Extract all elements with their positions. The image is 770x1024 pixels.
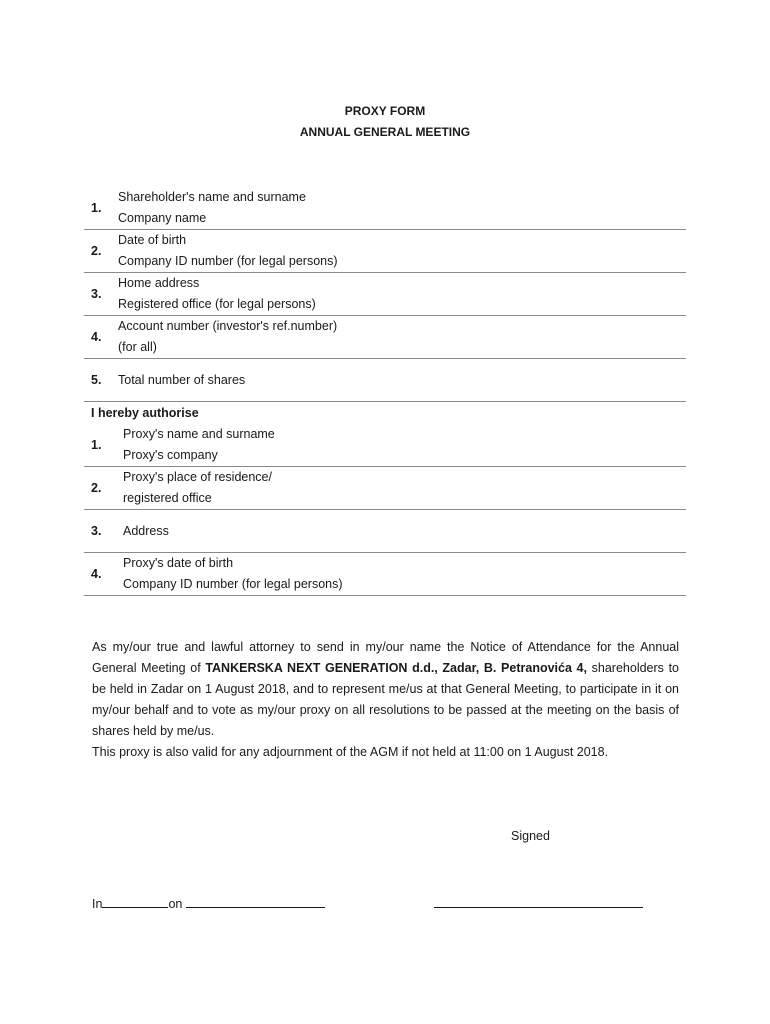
place-date-line <box>92 893 325 911</box>
field-label: Date of birth <box>118 233 187 247</box>
body-text: As my/our true and lawful attorney to send in my/our name the Notice of Attendance for the Annual General Meeting of <box>92 640 679 675</box>
signature-line[interactable] <box>434 907 643 908</box>
field-label: Address <box>123 523 169 538</box>
on-label: on <box>168 897 183 911</box>
form-title: PROXY FORM <box>344 104 426 118</box>
field-label: Shareholder's name and surname <box>118 189 306 204</box>
shareholder-section <box>84 186 686 402</box>
row-number: 4. <box>91 330 102 344</box>
shareholder-row[interactable] <box>84 230 686 273</box>
field-label: registered office <box>123 491 212 505</box>
adjournment-text: This proxy is also valid for any adjournment of the AGM if not held at 11:00 on 1 August 2018. <box>92 745 609 759</box>
shareholder-row[interactable] <box>84 316 686 359</box>
shareholder-row[interactable] <box>84 359 686 402</box>
field-label: Home address <box>118 276 200 290</box>
row-number: 2. <box>91 244 102 258</box>
proxy-section <box>84 403 686 596</box>
row-number: 4. <box>91 567 102 581</box>
body-text: shareholders to be held in Zadar on 1 August 2018, and to represent me/us at that General Meeting, to participate in it on my/our behalf and to vote as my/our proxy on all resolutions to be passed at the meeting on the basis of shares held by me/us. <box>92 661 679 738</box>
field-label: Proxy's place of residence/ <box>123 470 272 484</box>
shareholder-row[interactable] <box>84 273 686 316</box>
proxy-heading: I hereby authorise <box>91 406 199 420</box>
field-label: Company name <box>118 210 207 225</box>
form-subtitle: ANNUAL GENERAL MEETING <box>299 125 471 139</box>
date-blank[interactable] <box>186 893 325 908</box>
field-label: Proxy's date of birth <box>123 556 234 570</box>
row-number: 2. <box>91 481 102 495</box>
in-label: In <box>92 897 103 911</box>
proxy-row[interactable] <box>84 467 686 510</box>
shareholder-row[interactable] <box>84 186 686 230</box>
row-number: 3. <box>91 524 102 538</box>
row-number: 5. <box>91 373 102 387</box>
row-number: 1. <box>91 200 102 215</box>
proxy-row[interactable] <box>84 510 686 553</box>
field-label: Proxy's name and surname <box>123 426 275 441</box>
place-blank[interactable] <box>102 893 168 908</box>
field-label: Registered office (for legal persons) <box>118 297 316 311</box>
field-label: Total number of shares <box>118 372 246 387</box>
proxy-row[interactable] <box>84 423 686 467</box>
authorisation-text <box>92 637 679 763</box>
field-label: Account number (investor's ref.number) <box>118 319 338 333</box>
field-label: Proxy's company <box>123 447 218 462</box>
field-label: Company ID number (for legal persons) <box>123 577 343 591</box>
proxy-row[interactable] <box>84 553 686 596</box>
row-number: 3. <box>91 287 102 301</box>
signed-label: Signed <box>511 829 550 843</box>
field-label: (for all) <box>118 340 157 354</box>
company-name: TANKERSKA NEXT GENERATION d.d., Zadar, B. Petranovića 4, <box>205 661 587 675</box>
field-label: Company ID number (for legal persons) <box>118 254 338 268</box>
row-number: 1. <box>91 437 102 452</box>
